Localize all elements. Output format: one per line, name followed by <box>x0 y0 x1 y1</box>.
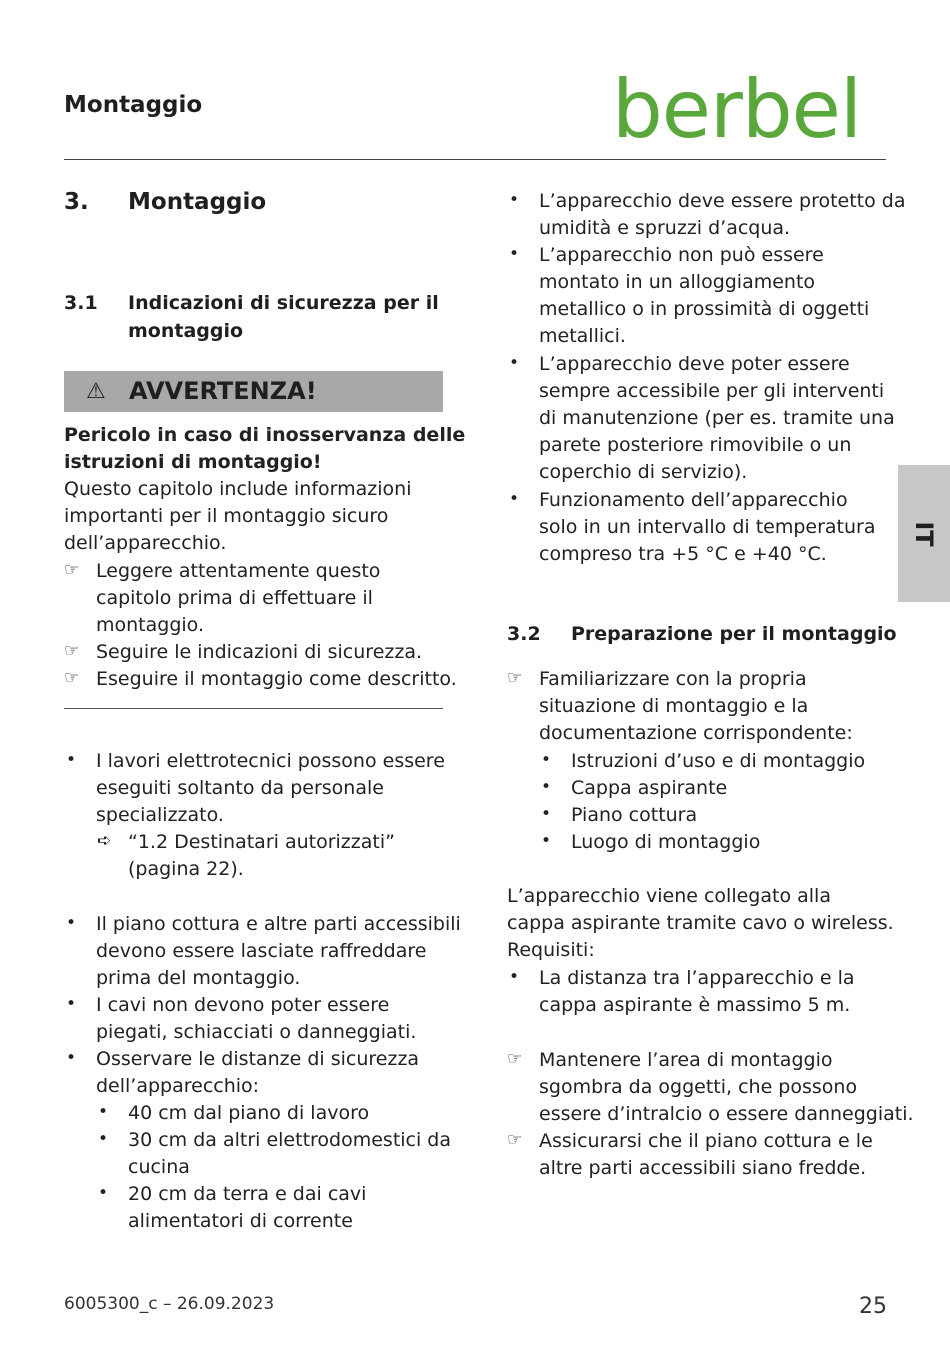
subsection-title-line: Indicazioni di sicurezza per il <box>128 292 439 314</box>
section-number: 3. <box>64 189 89 215</box>
list-item: L’apparecchio non può essere <box>539 244 824 266</box>
sub-list-item: Istruzioni d’uso e di montaggio <box>571 750 866 772</box>
list-item: I cavi non devono poter essere <box>96 994 390 1016</box>
sub-list-item: Piano cottura <box>571 804 698 826</box>
bullet-icon: • <box>509 489 520 509</box>
bullet-icon: • <box>98 1102 109 1122</box>
action-step: capitolo prima di effettuare il <box>96 587 373 609</box>
list-item: La distanza tra l’apparecchio e la <box>539 967 855 989</box>
warning-triangle-icon: ⚠ <box>86 379 106 404</box>
action-step: situazione di montaggio e la <box>539 695 809 717</box>
list-item: di manutenzione (per es. tramite una <box>539 407 895 429</box>
action-step: Familiarizzare con la propria <box>539 668 807 690</box>
list-item: piegati, schiacciati o danneggiati. <box>96 1021 417 1043</box>
section-title: Montaggio <box>128 189 267 215</box>
bullet-icon: • <box>541 750 552 770</box>
bullet-icon: • <box>98 1183 109 1203</box>
pointing-hand-icon: ☞ <box>64 641 80 661</box>
bullet-icon: • <box>66 1048 77 1068</box>
paragraph: L’apparecchio viene collegato alla <box>507 885 831 907</box>
berbel-logo: berbel <box>612 63 862 156</box>
warning-text: Questo capitolo include informazioni <box>64 478 412 500</box>
warning-text: importanti per il montaggio sicuro <box>64 505 389 527</box>
list-item: metallici. <box>539 325 626 347</box>
bullet-icon: • <box>541 804 552 824</box>
list-item: prima del montaggio. <box>96 967 301 989</box>
list-item: metallico o in prossimità di oggetti <box>539 298 870 320</box>
list-item: Funzionamento dell’apparecchio <box>539 489 848 511</box>
list-item: umidità e spruzzi d’acqua. <box>539 217 791 239</box>
cross-reference[interactable]: “1.2 Destinatari autorizzati” <box>128 831 395 853</box>
pointing-hand-icon: ☞ <box>507 1049 523 1069</box>
list-item: cappa aspirante è massimo 5 m. <box>539 994 851 1016</box>
pointing-hand-icon: ☞ <box>64 560 80 580</box>
sub-list-item: 20 cm da terra e dai cavi <box>128 1183 367 1205</box>
bullet-icon: • <box>66 913 77 933</box>
language-tab-label: IT <box>910 520 938 547</box>
subsection-title-line: montaggio <box>128 320 244 342</box>
action-step: Seguire le indicazioni di sicurezza. <box>96 641 423 663</box>
bullet-icon: • <box>509 353 520 373</box>
bullet-icon: • <box>509 244 520 264</box>
warning-banner <box>64 371 443 412</box>
subsection-title: Preparazione per il montaggio <box>571 623 897 645</box>
list-item: coperchio di servizio). <box>539 461 748 483</box>
list-item: devono essere lasciate raffreddare <box>96 940 427 962</box>
paragraph: cappa aspirante tramite cavo o wireless. <box>507 912 894 934</box>
list-item: compreso tra +5 °C e +40 °C. <box>539 543 827 565</box>
sub-list-item: cucina <box>128 1156 190 1178</box>
sub-list-item: alimentatori di corrente <box>128 1210 353 1232</box>
sub-list-item: Luogo di montaggio <box>571 831 761 853</box>
bullet-icon: • <box>98 1129 109 1149</box>
list-item: Osservare le distanze di sicurezza <box>96 1048 420 1070</box>
action-step: montaggio. <box>96 614 204 636</box>
reference-arrow-icon: ➪ <box>97 831 112 851</box>
paragraph: Requisiti: <box>507 939 595 961</box>
running-header: Montaggio <box>64 92 203 118</box>
pointing-hand-icon: ☞ <box>507 1130 523 1150</box>
list-item: Il piano cottura e altre parti accessibili <box>96 913 461 935</box>
list-item: eseguiti soltanto da personale <box>96 777 384 799</box>
list-item: specializzato. <box>96 804 224 826</box>
action-step: Eseguire il montaggio come descritto. <box>96 668 457 690</box>
bullet-icon: • <box>509 190 520 210</box>
page-number: 25 <box>859 1294 887 1319</box>
action-step: sgombra da oggetti, che possono <box>539 1076 858 1098</box>
bullet-icon: • <box>541 831 552 851</box>
list-item: parete posteriore rimovibile o un <box>539 434 852 456</box>
pointing-hand-icon: ☞ <box>507 668 523 688</box>
subsection-number: 3.2 <box>507 623 541 645</box>
action-step: altre parti accessibili siano fredde. <box>539 1157 867 1179</box>
action-step: Leggere attentamente questo <box>96 560 381 582</box>
bullet-icon: • <box>541 777 552 797</box>
action-step: documentazione corrispondente: <box>539 722 853 744</box>
list-item: montato in un alloggiamento <box>539 271 816 293</box>
warning-text: dell’apparecchio. <box>64 532 227 554</box>
action-step: Mantenere l’area di montaggio <box>539 1049 833 1071</box>
header-divider <box>64 159 886 160</box>
bullet-icon: • <box>66 994 77 1014</box>
sub-list-item: 40 cm dal piano di lavoro <box>128 1102 370 1124</box>
document-id: 6005300_c – 26.09.2023 <box>64 1294 275 1314</box>
sub-list-item: Cappa aspirante <box>571 777 728 799</box>
bullet-icon: • <box>66 750 77 770</box>
warning-label: AVVERTENZA! <box>129 377 317 405</box>
cross-reference[interactable]: (pagina 22). <box>128 858 244 880</box>
warning-heading: istruzioni di montaggio! <box>64 451 322 473</box>
warning-heading: Pericolo in caso di inosservanza delle <box>64 424 466 446</box>
action-step: Assicurarsi che il piano cottura e le <box>539 1130 873 1152</box>
list-item: solo in un intervallo di temperatura <box>539 516 876 538</box>
list-item: sempre accessibile per gli interventi <box>539 380 885 402</box>
pointing-hand-icon: ☞ <box>64 668 80 688</box>
list-item: L’apparecchio deve poter essere <box>539 353 850 375</box>
warning-end-divider <box>64 708 443 709</box>
subsection-number: 3.1 <box>64 292 98 314</box>
language-tab <box>898 465 950 602</box>
list-item: L’apparecchio deve essere protetto da <box>539 190 906 212</box>
list-item: I lavori elettrotecnici possono essere <box>96 750 445 772</box>
action-step: essere d’intralcio o essere danneggiati. <box>539 1103 914 1125</box>
list-item: dell’apparecchio: <box>96 1075 260 1097</box>
sub-list-item: 30 cm da altri elettrodomestici da <box>128 1129 452 1151</box>
bullet-icon: • <box>509 967 520 987</box>
